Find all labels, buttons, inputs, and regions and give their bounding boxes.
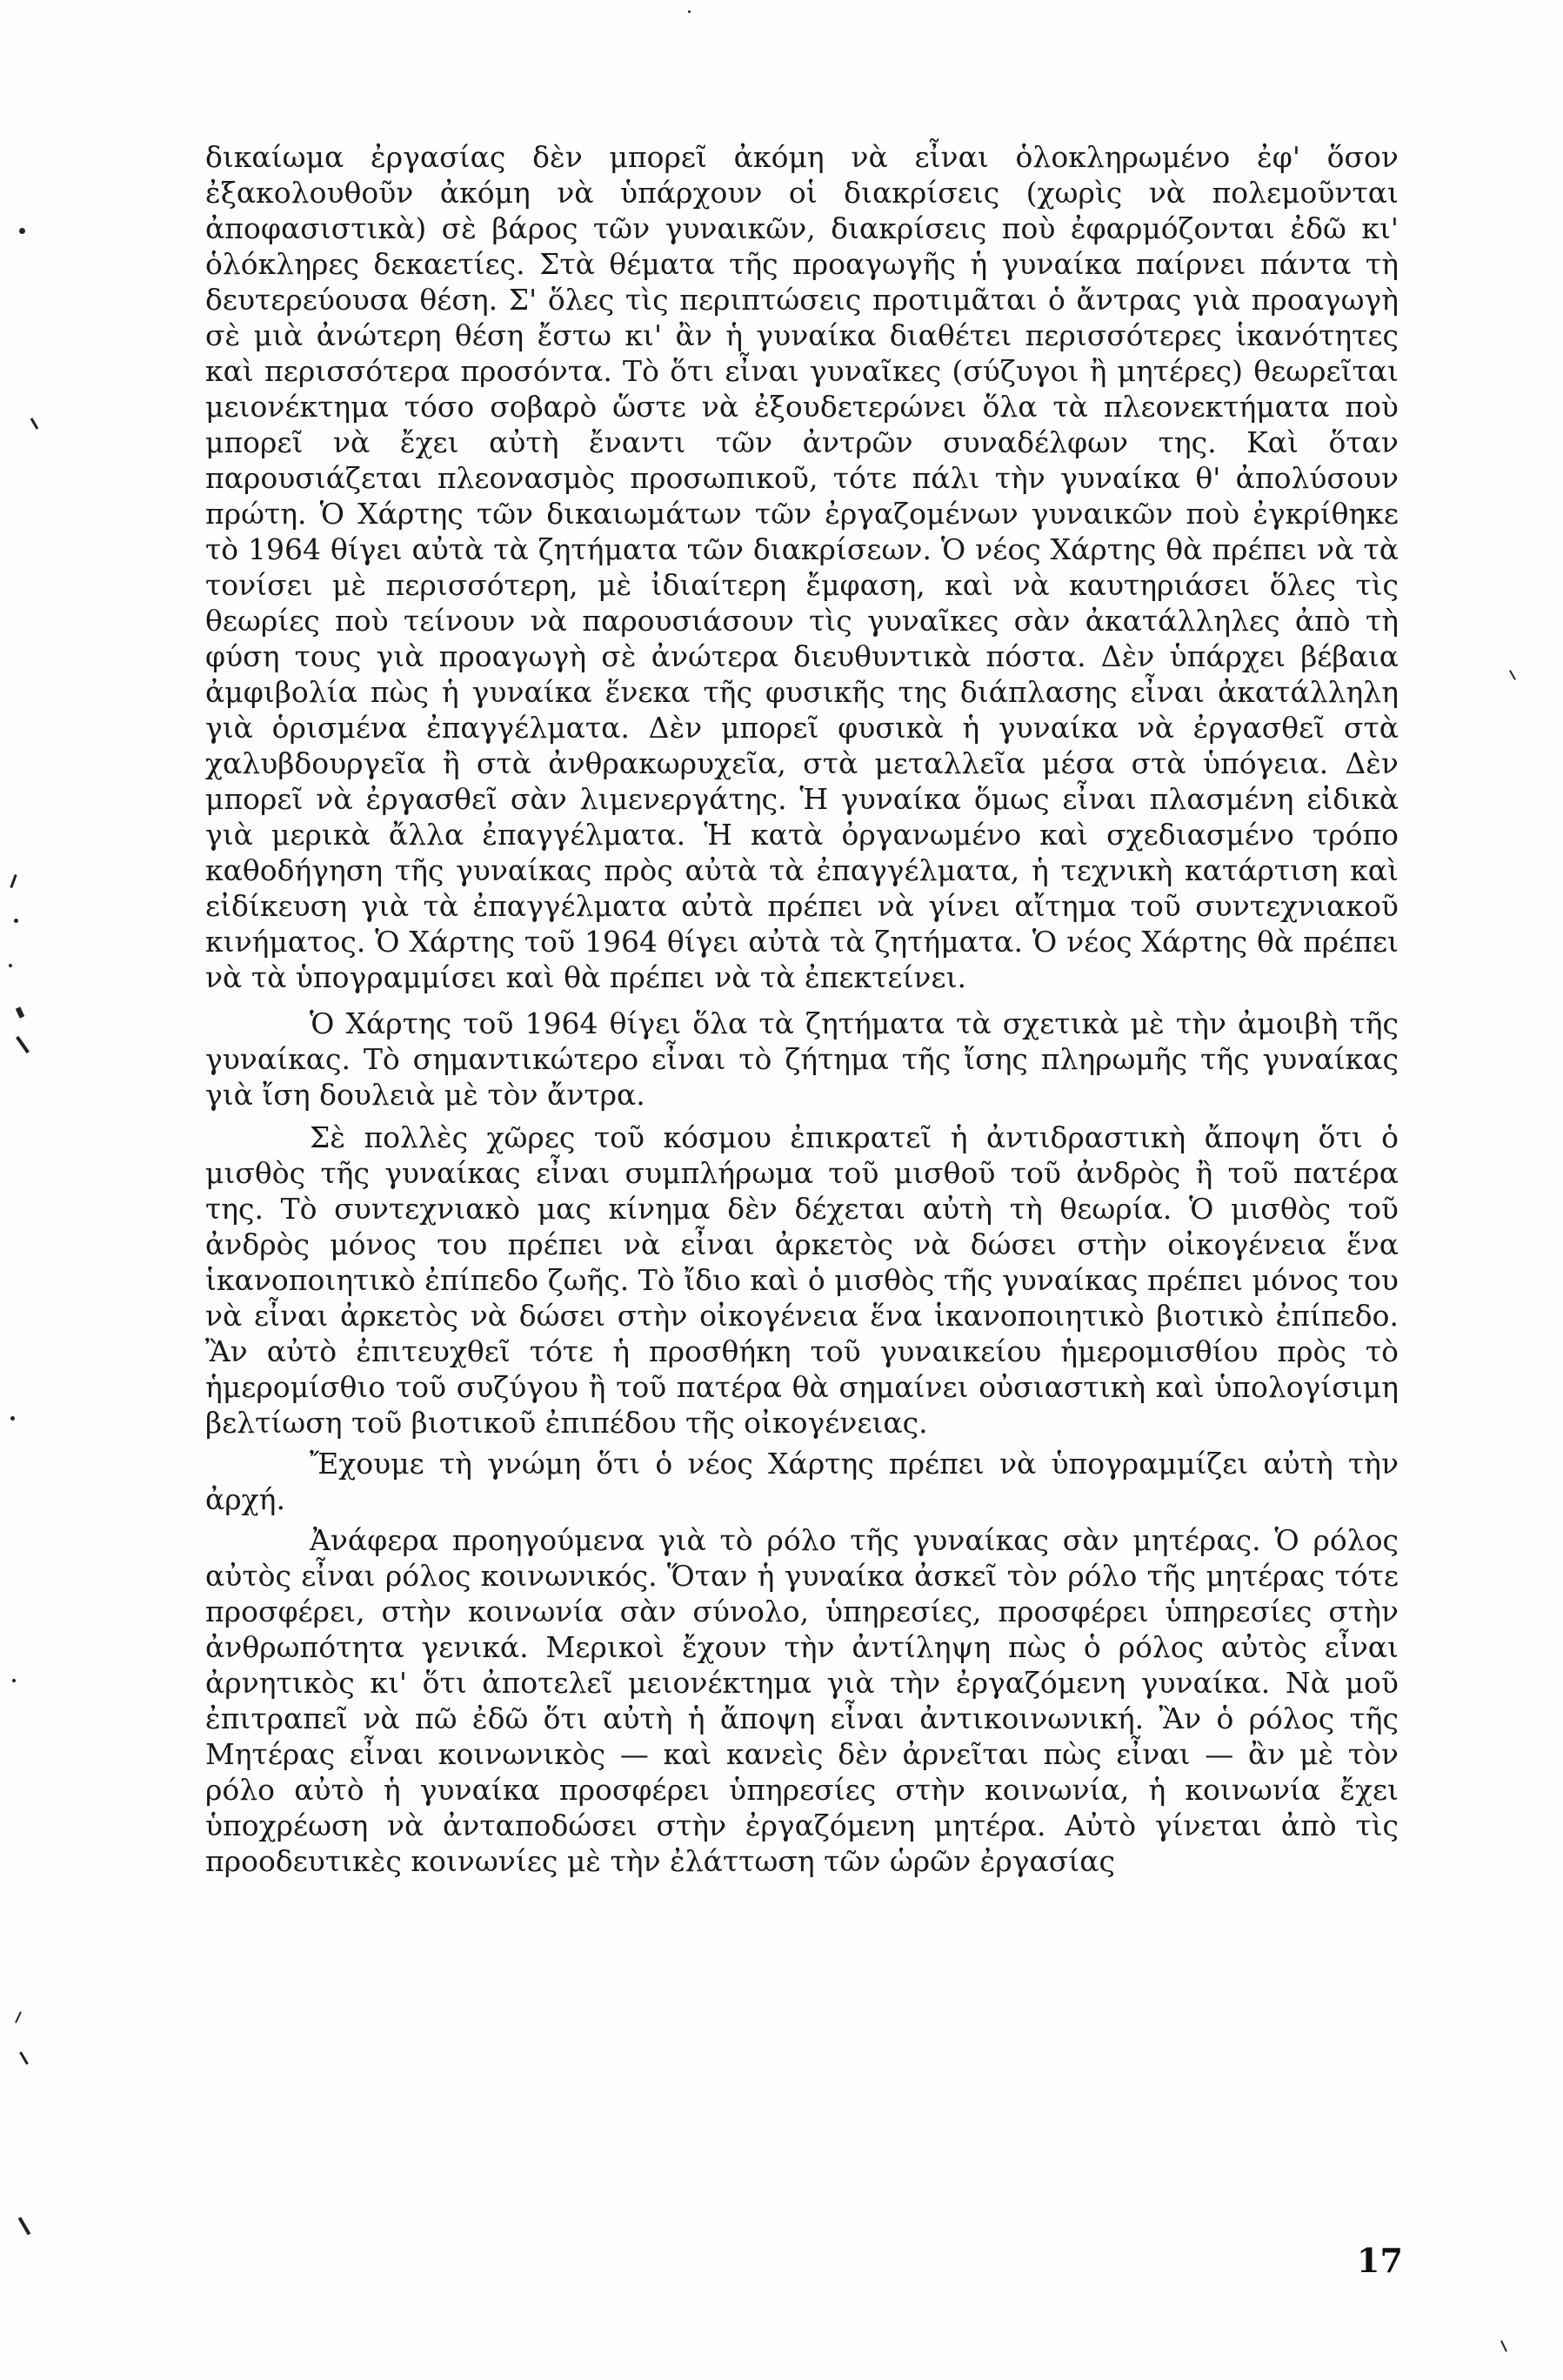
scan-speck bbox=[10, 1416, 15, 1421]
scan-speck bbox=[9, 964, 12, 967]
paragraph-1: δικαίωμα ἐργασίας δὲν μπορεῖ ἀκόμη νὰ εἶναι ὁλοκληρωμένο ἐφ' ὅσον ἐξακολουθοῦν ἀκόμη νὰ ὑπάρχουν οἱ διακρίσεις (χωρὶς νὰ πολεμοῦνται ἀποφασιστικὰ) σὲ βάρος τῶν γυναικῶν, διακρίσεις ποὺ ἐφαρμόζονται ἐδῶ κι' ὁλόκληρες δεκαετίες. Στὰ θέματα τῆς προαγωγῆς ἡ γυναίκα παίρνει πάντα τὴ δευτερεύουσα θέση. Σ' ὅλες τὶς περιπτώσεις προτιμᾶται ὁ ἄντρας γιὰ προαγωγὴ σὲ μιὰ ἀνώτερη θέση ἔστω κι' ἂν ἡ γυναίκα διαθέτει περισσότερες ἱκανότητες καὶ περισσότερα προσόντα. Τὸ ὅτι εἶναι γυναῖκες (σύζυγοι ἢ μητέρες) θεωρεῖται μειονέκτημα τόσο σοβαρὸ ὥστε νὰ ἐξουδετερώνει ὅλα τὰ πλεονεκτήματα ποὺ μπορεῖ νὰ ἔχει αὐτὴ ἔναντι τῶν ἀντρῶν συναδέλφων της. Καὶ ὅταν παρουσιάζεται πλεονασμὸς προσωπικοῦ, τότε πάλι τὴν γυναίκα θ' ἀπολύσουν πρώτη. Ὁ Χάρτης τῶν δικαιωμάτων τῶν ἐργαζομένων γυναικῶν ποὺ ἐγκρίθηκε τὸ 1964 θίγει αὐτὰ τὰ ζητήματα τῶν διακρίσεων. Ὁ νέος Χάρτης θὰ πρέπει νὰ τὰ τονίσει μὲ περισσότερη, μὲ ἰδιαίτερη ἔμφαση, καὶ νὰ καυτηριάσει ὅλες τὶς θεωρίες ποὺ τείνουν νὰ παρουσιάσουν τὶς γυναῖκες σὰν ἀκατάλληλες ἀπὸ τὴ φύση τους γιὰ προαγωγὴ σὲ ἀνώτερα διευθυντικὰ πόστα. Δὲν ὑπάρχει βέβαια ἀμφιβολία πὼς ἡ γυναίκα ἕνεκα τῆς φυσικῆς της διάπλασης εἶναι ἀκατάλληλη γιὰ ὁρισμένα ἐπαγγέλματα. Δὲν μπορεῖ φυσικὰ ἡ γυναίκα νὰ ἐργασθεῖ στὰ χαλυβδουργεῖα ἢ στὰ ἀνθρακωρυχεῖα, στὰ μεταλλεῖα μέσα στὰ ὑπόγεια. Δὲν μπορεῖ νὰ ἐργασθεῖ σὰν λιμενεργάτης. Ἡ γυναίκα ὅμως εἶναι πλασμένη εἰδικὰ γιὰ μερικὰ ἄλλα ἐπαγγέλματα. Ἡ κατὰ ὀργανωμένο καὶ σχεδιασμένο τρόπο καθοδήγηση τῆς γυναίκας πρὸς αὐτὰ τὰ ἐπαγγέλματα, ἡ τεχνικὴ κατάρτιση καὶ εἰδίκευση γιὰ τὰ ἐπαγγέλματα αὐτὰ πρέπει νὰ γίνει αἴτημα τοῦ συντεχνιακοῦ κινήματος. Ὁ Χάρτης τοῦ 1964 θίγει αὐτὰ τὰ ζητήματα. Ὁ νέος Χάρτης θὰ πρέπει νὰ τὰ ὑπογραμμίσει καὶ θὰ πρέπει νὰ τὰ ἐπεκτείνει. bbox=[205, 140, 1399, 994]
scan-speck bbox=[1500, 2340, 1507, 2352]
scan-speck bbox=[18, 2216, 30, 2235]
scan-speck bbox=[19, 2051, 29, 2064]
scan-speck bbox=[688, 10, 691, 13]
scan-speck bbox=[1509, 670, 1516, 679]
scan-speck bbox=[16, 1006, 25, 1018]
paragraph-2: Ὁ Χάρτης τοῦ 1964 θίγει ὅλα τὰ ζητήματα τὰ σχετικὰ μὲ τὴν ἀμοιβὴ τῆς γυναίκας. Τὸ σημαντικώτερο εἶναι τὸ ζήτημα τῆς ἴσης πληρωμῆς τῆς γυναίκας γιὰ ἴση δουλειὰ μὲ τὸν ἄντρα. bbox=[205, 1006, 1399, 1112]
scan-speck bbox=[12, 1679, 16, 1682]
scan-speck bbox=[19, 228, 25, 234]
paragraph-3: Σὲ πολλὲς χῶρες τοῦ κόσμου ἐπικρατεῖ ἡ ἀντιδραστικὴ ἄποψη ὅτι ὁ μισθὸς τῆς γυναίκας εἶναι συμπλήρωμα τοῦ μισθοῦ τοῦ ἀνδρὸς ἢ τοῦ πατέρα της. Τὸ συντεχνιακὸ μας κίνημα δὲν δέχεται αὐτὴ τὴ θεωρία. Ὁ μισθὸς τοῦ ἀνδρὸς μόνος του πρέπει νὰ εἶναι ἀρκετὸς νὰ δώσει στὴν οἰκογένεια ἕνα ἱκανοποιητικὸ ἐπίπεδο ζωῆς. Τὸ ἴδιο καὶ ὁ μισθὸς τῆς γυναίκας πρέπει μόνος του νὰ εἶναι ἀρκετὸς νὰ δώσει στὴν οἰκογένεια ἕνα ἱκανοποιητικὸ βιοτικὸ ἐπίπεδο. Ἂν αὐτὸ ἐπιτευχθεῖ τότε ἡ προσθήκη τοῦ γυναικείου ἡμερομισθίου πρὸς τὸ ἡμερομίσθιο τοῦ συζύγου ἢ τοῦ πατέρα θὰ σημαίνει οὐσιαστικὴ καὶ ὑπολογίσιμη βελτίωση τοῦ βιοτικοῦ ἐπιπέδου τῆς οἰκογένειας. bbox=[205, 1120, 1399, 1440]
scan-speck bbox=[10, 874, 17, 888]
scan-speck bbox=[15, 2011, 22, 2023]
scan-speck bbox=[16, 1036, 30, 1053]
page-number: 17 bbox=[1357, 2241, 1403, 2280]
scan-speck bbox=[30, 418, 39, 430]
scan-speck bbox=[14, 919, 18, 923]
body-text bbox=[205, 139, 1399, 1879]
paragraph-5: Ἀνάφερα προηγούμενα γιὰ τὸ ρόλο τῆς γυναίκας σὰν μητέρας. Ὁ ρόλος αὐτὸς εἶναι ρόλος κοινωνικός. Ὅταν ἡ γυναίκα ἀσκεῖ τὸν ρόλο τῆς μητέρας τότε προσφέρει, στὴν κοινωνία σὰν σύνολο, ὑπηρεσίες, προσφέρει ὑπηρεσίες στὴν ἀνθρωπότητα γενικά. Μερικοὶ ἔχουν τὴν ἀντίληψη πὼς ὁ ρόλος αὐτὸς εἶναι ἀρνητικὸς κι' ὅτι ἀποτελεῖ μειονέκτημα γιὰ τὴν ἐργαζόμενη γυναίκα. Νὰ μοῦ ἐπιτραπεῖ νὰ πῶ ἐδῶ ὅτι αὐτὴ ἡ ἄποψη εἶναι ἀντικοινωνική. Ἂν ὁ ρόλος τῆς Μητέρας εἶναι κοινωνικὸς — καὶ κανεὶς δὲν ἀρνεῖται πὼς εἶναι — ἂν μὲ τὸν ρόλο αὐτὸ ἡ γυναίκα προσφέρει ὑπηρεσίες στὴν κοινωνία, ἡ κοινωνία ἔχει ὑποχρέωση νὰ ἀνταποδώσει στὴν ἐργαζόμενη μητέρα. Αὐτὸ γίνεται ἀπὸ τὶς προοδευτικὲς κοινωνίες μὲ τὴν ἐλάττωση τῶν ὡρῶν ἐργασίας bbox=[205, 1523, 1399, 1878]
paragraph-4: Ἔχουμε τὴ γνώμη ὅτι ὁ νέος Χάρτης πρέπει νὰ ὑπογραμμίζει αὐτὴ τὴν ἀρχή. bbox=[205, 1447, 1399, 1516]
